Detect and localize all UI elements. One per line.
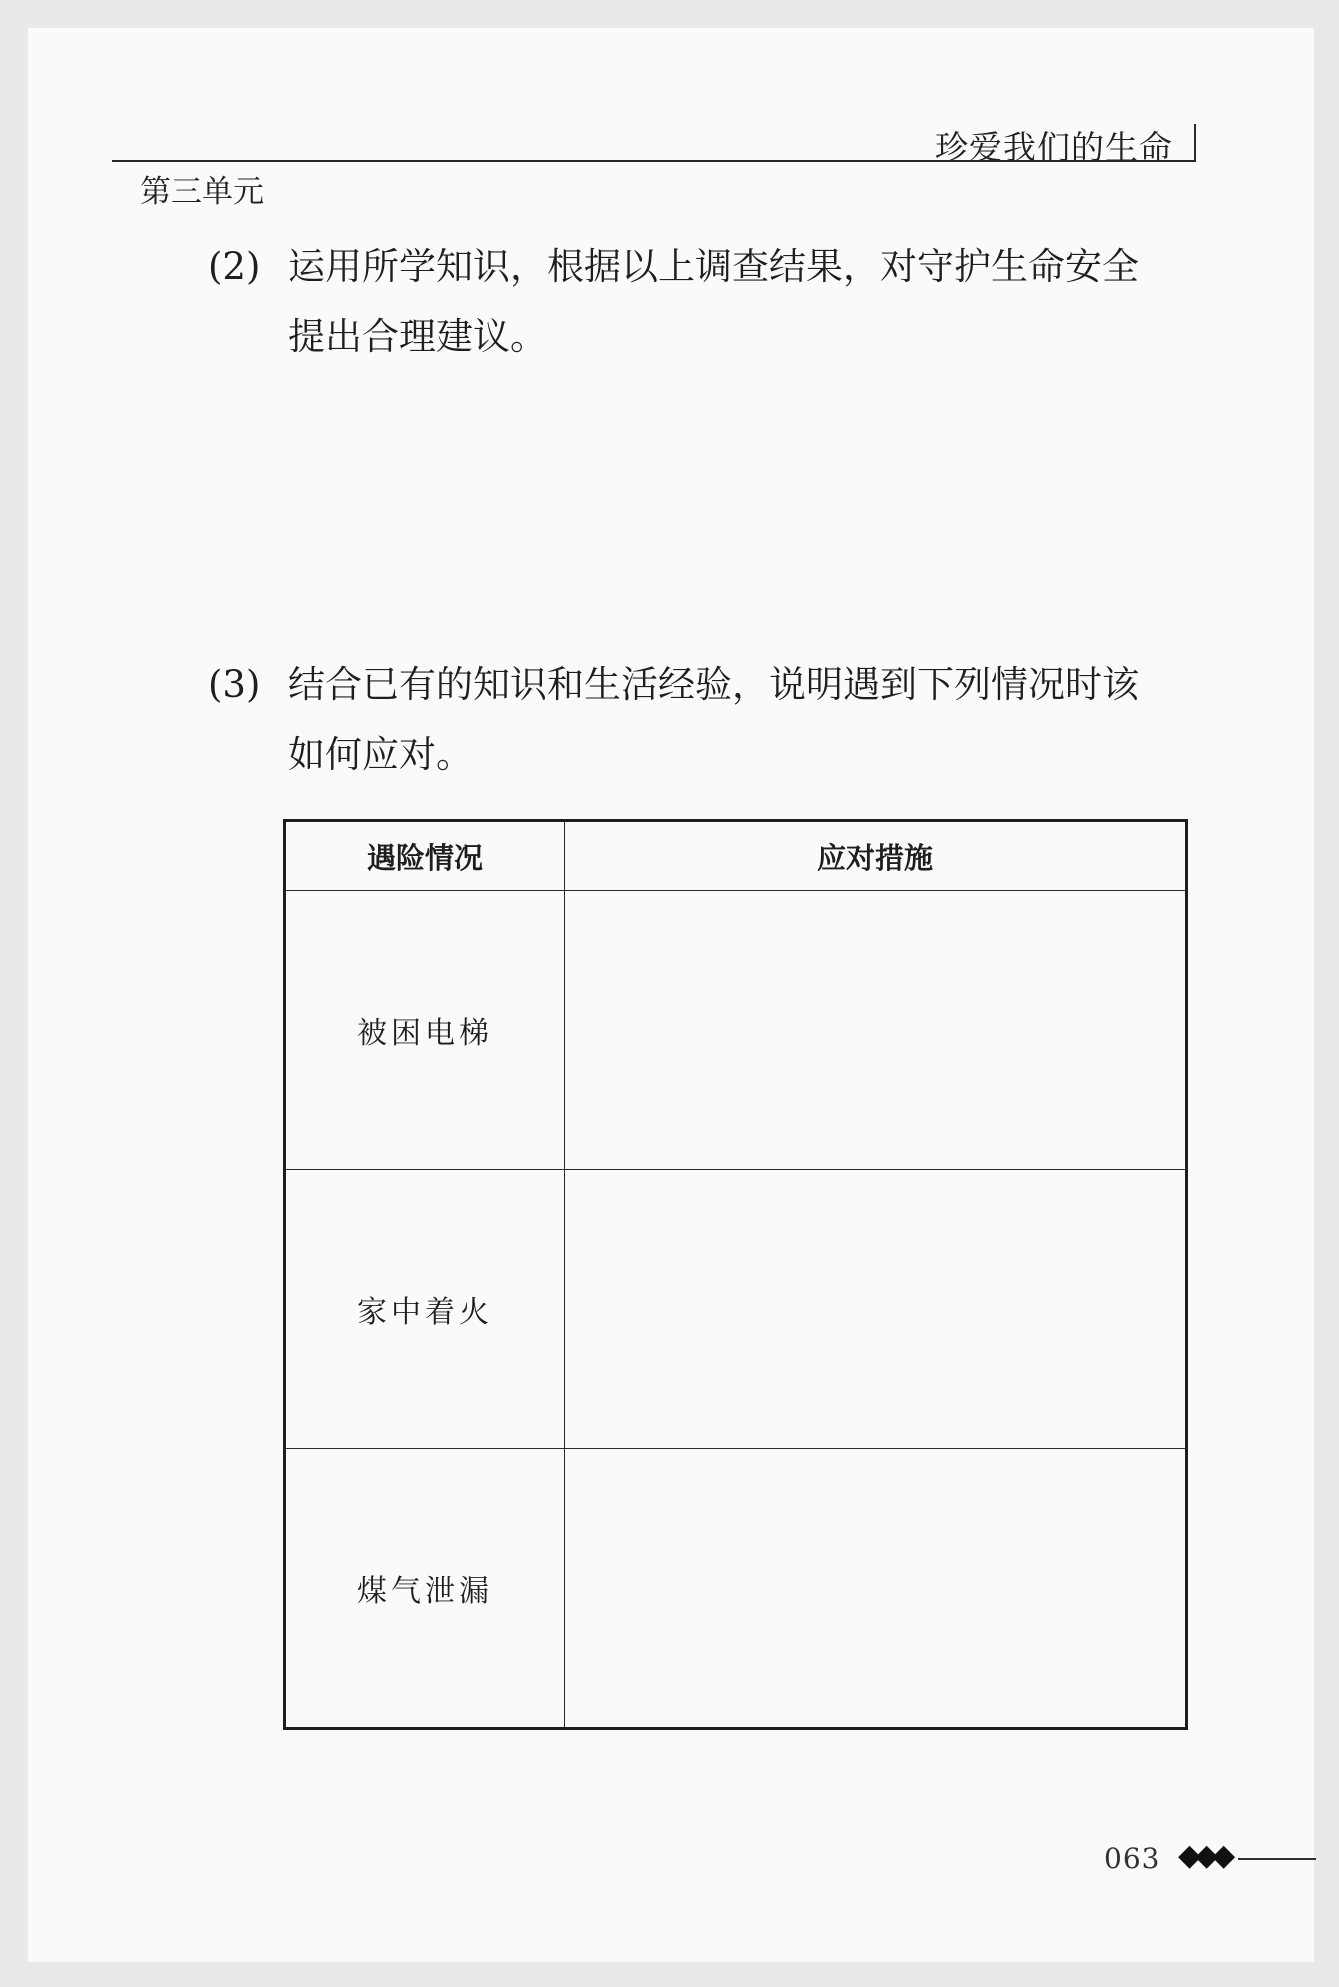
page-number: 063 xyxy=(1104,1842,1161,1875)
unit-label: 第三单元 xyxy=(140,174,264,210)
table-header-row xyxy=(285,821,1187,891)
diamond-ornament-icon: ◆◆◆ xyxy=(1178,1838,1230,1873)
book-title: 珍爱我们的生命 xyxy=(935,128,1173,167)
question-2 xyxy=(208,232,1198,372)
situation-cell: 家中着火 xyxy=(285,1170,565,1449)
footer-rule xyxy=(1238,1858,1316,1860)
measure-answer-cell[interactable] xyxy=(565,891,1187,1170)
response-table xyxy=(283,819,1188,1730)
question-number: (2) xyxy=(208,245,261,288)
question-number: (3) xyxy=(208,663,261,706)
header-rule xyxy=(112,160,1194,162)
table-row xyxy=(285,1170,1187,1449)
table-row xyxy=(285,891,1187,1170)
header-divider xyxy=(1194,124,1196,162)
situation-cell: 煤气泄漏 xyxy=(285,1449,565,1729)
question-3 xyxy=(208,650,1198,790)
column-header-measures: 应对措施 xyxy=(565,821,1187,891)
table-row xyxy=(285,1449,1187,1729)
question-text-continued: 提出合理建议。 xyxy=(288,315,547,358)
situation-cell: 被困电梯 xyxy=(285,891,565,1170)
measure-answer-cell[interactable] xyxy=(565,1170,1187,1449)
question-text: 运用所学知识，根据以上调查结果，对守护生命安全 xyxy=(288,245,1139,288)
question-text: 结合已有的知识和生活经验，说明遇到下列情况时该 xyxy=(288,663,1139,706)
measure-answer-cell[interactable] xyxy=(565,1449,1187,1729)
column-header-situation: 遇险情况 xyxy=(285,821,565,891)
question-text-continued: 如何应对。 xyxy=(288,733,473,776)
